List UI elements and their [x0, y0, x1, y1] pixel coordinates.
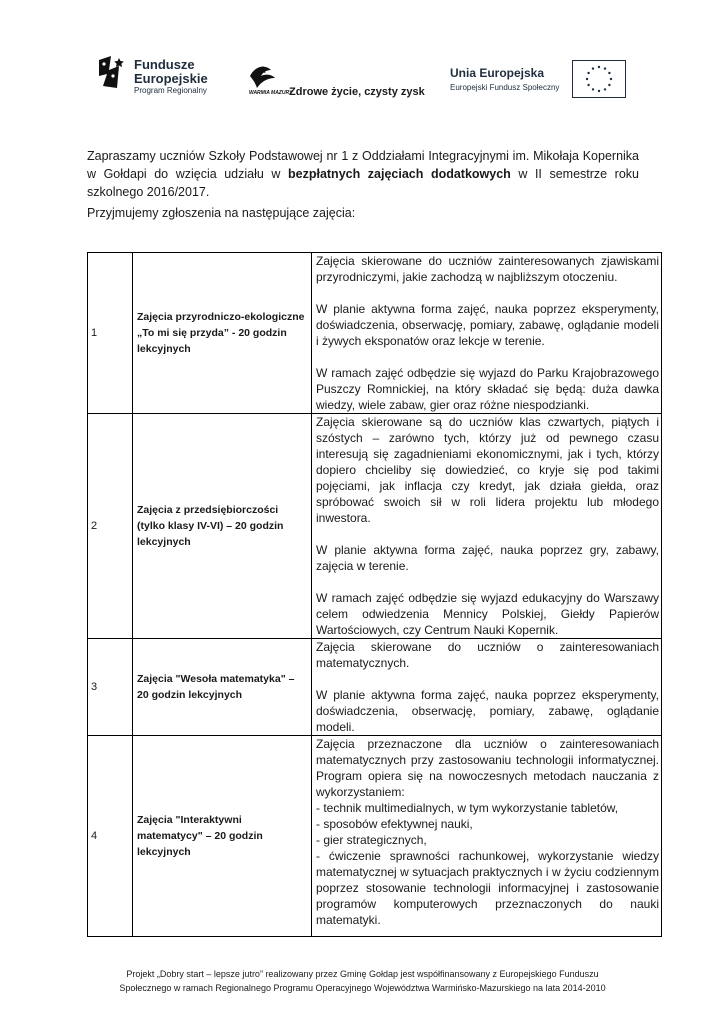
course-desc-paragraph: W ramach zajęć odbędzie się wyjazd edukacyjny do Warszawy celem odwiedzenia Mennicy Polskiej, Giełdy Papierów Wartościowych, czy Centrum Nauki Kopernik. [316, 591, 659, 637]
intro-text-2: w II semestrze roku szkolnego 2016/2017. [87, 167, 639, 199]
course-name: Zajęcia "Wesoła matematyka" – 20 godzin lekcyjnych [133, 639, 312, 736]
unia-europejska-text [450, 66, 559, 92]
footer-line-1: Projekt „Dobry start – lepsze jutro” realizowany przez Gminę Gołdap jest współfinansowany z Europejskiego Funduszu [126, 969, 599, 979]
slogan: Zdrowe życie, czysty zysk [289, 86, 425, 98]
course-desc-bullet: - technik multimedialnych, w tym wykorzystanie tabletów, [316, 801, 619, 815]
fundusze-europejskie-logo [97, 54, 129, 95]
course-desc-paragraph: W planie aktywna forma zajęć, nauka poprzez eksperymenty, doświadczenia, obserwację, pomiary, zabawę, oglądanie modeli i żywych eksponatów oraz lekcje w terenie. [316, 302, 659, 348]
course-desc-paragraph: W planie aktywna forma zajęć, nauka poprzez eksperymenty, doświadczenia, obserwację, pomiary, zabawę, oglądanie modeli. [316, 688, 659, 734]
fe-logo-line1: Fundusze [134, 57, 195, 72]
course-number: 3 [88, 639, 133, 736]
course-desc-bullet: - ćwiczenie sprawności rachunkowej, wykorzystanie wiedzy matematycznej w sytuacjach praktycznych i w życiu codziennym poprzez stosowanie technologii informacyjnej i zastosowanie programów komputerowych przeznaczonych do nauki matematyki. [316, 849, 659, 927]
intro-text-1: Zapraszamy uczniów Szkoły Podstawowej nr 1 z Oddziałami Integracyjnymi im. Mikołaja Kopernika w Gołdapi do wzięcia udziału w [87, 149, 639, 181]
page-header [0, 0, 725, 110]
course-desc-paragraph: Zajęcia skierowane są do uczniów klas czwartych, piątych i szóstych – zarówno tych, którzy już od pewnego czasu interesują się zagadnieniami ekonomicznymi, jak i tych, którzy dopiero chcieliby się dowiedzieć, co kryje się pod takimi pojęciami, jak inflacja czy kredyt, jak działa giełda, oraz spróbować swoich sił w roli lidera projektu lub młodego inwestora. [316, 415, 659, 525]
fundusze-europejskie-text [134, 58, 208, 96]
ue-subtitle: Europejski Fundusz Społeczny [450, 83, 560, 92]
table-row [88, 639, 662, 736]
course-desc-paragraph: W planie aktywna forma zajęć, nauka poprzez gry, zabawy, zajęcia w terenie. [316, 543, 659, 573]
warmia-mazury-logo [247, 62, 293, 101]
course-desc-bullet: - sposobów efektywnej nauki, [316, 817, 473, 831]
course-desc-paragraph: Zajęcia skierowane do uczniów o zainteresowaniach matematycznych. [316, 640, 659, 670]
page-footer [70, 967, 655, 995]
course-desc-intro: Zajęcia przeznaczone dla uczniów o zainteresowaniach matematycznych przy zastosowaniu technologii informatycznej. Program opiera się na nowoczesnych metodach nauczania z wykorzystaniem: [316, 737, 659, 799]
intro-paragraph [87, 147, 639, 201]
footer-line-2: Społecznego w ramach Regionalnego Programu Operacyjnego Województwa Warmińsko-Mazurskiego na lata 2014-2010 [119, 983, 606, 993]
intro-bold: bezpłatnych zajęciach dodatkowych [288, 167, 511, 181]
fe-logo-line3: Program Regionalny [134, 86, 207, 96]
courses-table [87, 252, 662, 937]
course-description [312, 639, 662, 736]
eu-flag-icon [572, 60, 626, 103]
course-name: Zajęcia przyrodniczo-ekologiczne „To mi się przyda” - 20 godzin lekcyjnych [133, 253, 312, 414]
course-name: Zajęcia z przedsiębiorczości (tylko klasy IV-VI) – 20 godzin lekcyjnych [133, 414, 312, 639]
course-desc-paragraph: Zajęcia skierowane do uczniów zainteresowanych zjawiskami przyrodniczymi, jakie zachodzą w najbliższym otoczeniu. [316, 254, 659, 284]
course-number: 4 [88, 736, 133, 937]
course-number: 1 [88, 253, 133, 414]
course-number: 2 [88, 414, 133, 639]
course-description [312, 414, 662, 639]
table-row [88, 253, 662, 414]
course-name: Zajęcia "Interaktywni matematycy" – 20 godzin lekcyjnych [133, 736, 312, 937]
course-desc-paragraph: W ramach zajęć odbędzie się wyjazd do Parku Krajobrazowego Puszczy Romnickiej, na który składać się będą: duża dawka wiedzy, wiele zabaw, gier oraz różne niespodzianki. [316, 366, 659, 412]
svg-text:WARMIA MAZURY: WARMIA MAZURY [249, 90, 293, 96]
ue-title: Unia Europejska [450, 66, 545, 80]
table-row [88, 736, 662, 937]
course-description [312, 253, 662, 414]
fe-logo-line2: Europejskie [134, 70, 208, 86]
course-description [312, 736, 662, 937]
lead-text: Przyjmujemy zgłoszenia na następujące zajęcia: [87, 206, 356, 220]
course-desc-bullet: - gier strategicznych, [316, 833, 427, 847]
table-row [88, 414, 662, 639]
